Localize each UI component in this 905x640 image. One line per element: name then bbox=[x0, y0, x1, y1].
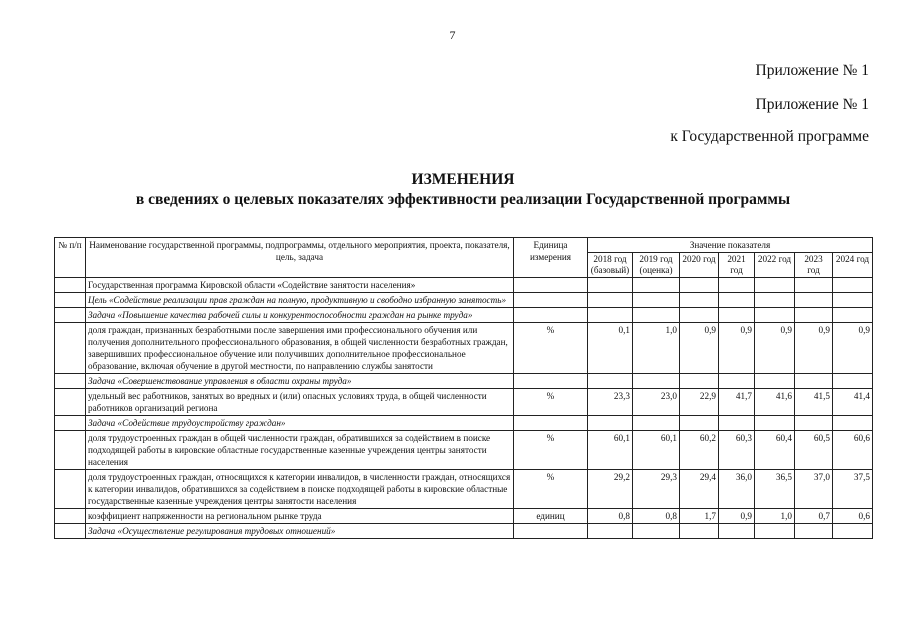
row-value-cell: 22,9 bbox=[680, 389, 719, 416]
row-value-cell bbox=[755, 278, 795, 293]
row-value-cell: 29,4 bbox=[680, 470, 719, 509]
table-row bbox=[55, 374, 873, 389]
row-value-cell bbox=[633, 416, 680, 431]
document-title: ИЗМЕНЕНИЯ bbox=[411, 171, 515, 188]
row-unit-cell: % bbox=[514, 323, 588, 374]
row-value-cell bbox=[719, 308, 755, 323]
header-year: 2022 год bbox=[755, 253, 795, 278]
row-value-cell bbox=[755, 308, 795, 323]
row-unit-cell bbox=[514, 374, 588, 389]
row-value-cell: 0,8 bbox=[633, 509, 680, 524]
row-name-cell: удельный вес работников, занятых во вредных и (или) опасных условиях труда, в общей численности работников организаций региона bbox=[86, 389, 514, 416]
row-value-cell: 41,6 bbox=[755, 389, 795, 416]
row-value-cell: 1,0 bbox=[633, 323, 680, 374]
row-value-cell: 41,7 bbox=[719, 389, 755, 416]
row-name-cell: Задача «Повышение качества рабочей силы и конкурентоспособности граждан на рынке труда» bbox=[86, 308, 514, 323]
row-value-cell: 37,5 bbox=[833, 470, 873, 509]
appendix-line: Приложение № 1 bbox=[755, 96, 869, 113]
row-value-cell bbox=[633, 293, 680, 308]
row-value-cell bbox=[755, 416, 795, 431]
row-num-cell bbox=[55, 416, 86, 431]
row-value-cell bbox=[755, 374, 795, 389]
row-num-cell bbox=[55, 323, 86, 374]
row-unit-cell bbox=[514, 308, 588, 323]
table-row bbox=[55, 431, 873, 470]
row-unit-cell: % bbox=[514, 389, 588, 416]
header-values-group: Значение показателя bbox=[588, 238, 873, 253]
row-value-cell bbox=[719, 416, 755, 431]
row-value-cell: 60,6 bbox=[833, 431, 873, 470]
row-value-cell bbox=[833, 278, 873, 293]
row-value-cell bbox=[833, 524, 873, 539]
row-value-cell bbox=[588, 524, 633, 539]
row-value-cell bbox=[588, 293, 633, 308]
row-value-cell: 23,0 bbox=[633, 389, 680, 416]
table-body bbox=[55, 278, 873, 539]
header-num: № п/п bbox=[55, 238, 86, 278]
row-name-cell: доля граждан, признанных безработными после завершения ими профессионального обучения или получения дополнительного профессионального образования, в общей численности безработных граждан, завершивших профессиональное обучение или получивших дополнительное профессиональное образование, включая обучение в другой местности, по направлению службы занятости bbox=[86, 323, 514, 374]
row-name-cell: Государственная программа Кировской области «Содействие занятости населения» bbox=[86, 278, 514, 293]
row-unit-cell: % bbox=[514, 431, 588, 470]
row-value-cell: 0,9 bbox=[795, 323, 833, 374]
row-value-cell bbox=[833, 293, 873, 308]
row-unit-cell bbox=[514, 293, 588, 308]
row-value-cell bbox=[680, 278, 719, 293]
row-value-cell bbox=[795, 374, 833, 389]
row-value-cell: 41,5 bbox=[795, 389, 833, 416]
row-value-cell: 60,1 bbox=[588, 431, 633, 470]
row-value-cell bbox=[795, 524, 833, 539]
table-row bbox=[55, 323, 873, 374]
row-value-cell: 29,2 bbox=[588, 470, 633, 509]
row-value-cell bbox=[588, 308, 633, 323]
row-name-cell: Задача «Осуществление регулирования трудовых отношений» bbox=[86, 524, 514, 539]
row-name-cell: коэффициент напряженности на региональном рынке труда bbox=[86, 509, 514, 524]
row-value-cell bbox=[680, 416, 719, 431]
indicators-table bbox=[54, 237, 873, 539]
row-value-cell: 36,0 bbox=[719, 470, 755, 509]
row-value-cell: 41,4 bbox=[833, 389, 873, 416]
header-year: 2021 год bbox=[719, 253, 755, 278]
row-value-cell: 0,7 bbox=[795, 509, 833, 524]
row-value-cell bbox=[633, 524, 680, 539]
row-value-cell bbox=[680, 308, 719, 323]
row-num-cell bbox=[55, 431, 86, 470]
row-value-cell: 60,2 bbox=[680, 431, 719, 470]
document-subtitle: в сведениях о целевых показателях эффективности реализации Государственной программы bbox=[135, 191, 791, 208]
header-year: 2018 год (базовый) bbox=[588, 253, 633, 278]
row-value-cell: 1,0 bbox=[755, 509, 795, 524]
header-year: 2023 год bbox=[795, 253, 833, 278]
row-unit-cell: единиц bbox=[514, 509, 588, 524]
table-row bbox=[55, 416, 873, 431]
row-value-cell bbox=[588, 416, 633, 431]
table-row bbox=[55, 524, 873, 539]
row-value-cell: 0,9 bbox=[719, 323, 755, 374]
row-value-cell bbox=[795, 416, 833, 431]
row-value-cell: 60,5 bbox=[795, 431, 833, 470]
table-row bbox=[55, 470, 873, 509]
row-value-cell: 0,9 bbox=[755, 323, 795, 374]
appendix-line: к Государственной программе bbox=[670, 128, 869, 145]
table-row bbox=[55, 308, 873, 323]
row-name-cell: Задача «Совершенствование управления в области охраны труда» bbox=[86, 374, 514, 389]
row-value-cell: 37,0 bbox=[795, 470, 833, 509]
row-value-cell: 36,5 bbox=[755, 470, 795, 509]
row-name-cell: Цель «Содействие реализации прав граждан на полную, продуктивную и свободно избранную занятость» bbox=[86, 293, 514, 308]
row-value-cell bbox=[795, 278, 833, 293]
row-value-cell: 60,1 bbox=[633, 431, 680, 470]
row-value-cell: 29,3 bbox=[633, 470, 680, 509]
row-value-cell: 0,6 bbox=[833, 509, 873, 524]
row-value-cell bbox=[588, 374, 633, 389]
row-value-cell: 0,9 bbox=[680, 323, 719, 374]
row-num-cell bbox=[55, 278, 86, 293]
row-value-cell bbox=[719, 293, 755, 308]
row-value-cell: 0,9 bbox=[719, 509, 755, 524]
table-row bbox=[55, 509, 873, 524]
row-value-cell bbox=[719, 374, 755, 389]
row-unit-cell bbox=[514, 278, 588, 293]
header-year: 2024 год bbox=[833, 253, 873, 278]
table-row bbox=[55, 278, 873, 293]
row-value-cell bbox=[719, 524, 755, 539]
row-value-cell bbox=[680, 293, 719, 308]
row-name-cell: доля трудоустроенных граждан, относящихся к категории инвалидов, в численности граждан, относящихся к категории инвалидов, обратившихся за содействием в поиске подходящей работы в кировские областные государственные казенные учреждения центры занятости населения bbox=[86, 470, 514, 509]
row-value-cell bbox=[633, 308, 680, 323]
row-name-cell: доля трудоустроенных граждан в общей численности граждан, обратившихся за содействием в поиске подходящей работы в кировские областные государственные казенные учреждения центры занятости населения bbox=[86, 431, 514, 470]
row-value-cell bbox=[633, 278, 680, 293]
row-value-cell bbox=[588, 278, 633, 293]
row-value-cell bbox=[755, 293, 795, 308]
row-value-cell bbox=[755, 524, 795, 539]
row-value-cell: 0,1 bbox=[588, 323, 633, 374]
row-unit-cell bbox=[514, 524, 588, 539]
row-num-cell bbox=[55, 293, 86, 308]
row-unit-cell: % bbox=[514, 470, 588, 509]
row-value-cell: 60,3 bbox=[719, 431, 755, 470]
table-row bbox=[55, 293, 873, 308]
page-number: 7 bbox=[449, 28, 456, 42]
header-year: 2019 год (оценка) bbox=[633, 253, 680, 278]
row-value-cell bbox=[680, 524, 719, 539]
row-unit-cell bbox=[514, 416, 588, 431]
row-value-cell: 60,4 bbox=[755, 431, 795, 470]
row-value-cell bbox=[795, 308, 833, 323]
row-value-cell: 0,8 bbox=[588, 509, 633, 524]
row-value-cell bbox=[833, 416, 873, 431]
row-name-cell: Задача «Содействие трудоустройству граждан» bbox=[86, 416, 514, 431]
row-value-cell bbox=[719, 278, 755, 293]
row-value-cell: 1,7 bbox=[680, 509, 719, 524]
row-num-cell bbox=[55, 389, 86, 416]
row-num-cell bbox=[55, 509, 86, 524]
row-value-cell bbox=[833, 308, 873, 323]
header-name: Наименование государственной программы, подпрограммы, отдельного мероприятия, проекта, показателя, цель, задача bbox=[86, 238, 514, 278]
header-year: 2020 год bbox=[680, 253, 719, 278]
header-unit: Единица измерения bbox=[514, 238, 588, 278]
row-value-cell bbox=[795, 293, 833, 308]
row-value-cell: 23,3 bbox=[588, 389, 633, 416]
row-value-cell: 0,9 bbox=[833, 323, 873, 374]
row-num-cell bbox=[55, 470, 86, 509]
row-num-cell bbox=[55, 524, 86, 539]
appendix-line: Приложение № 1 bbox=[755, 62, 869, 79]
row-value-cell bbox=[680, 374, 719, 389]
row-value-cell bbox=[633, 374, 680, 389]
row-value-cell bbox=[833, 374, 873, 389]
table-row bbox=[55, 389, 873, 416]
row-num-cell bbox=[55, 308, 86, 323]
row-num-cell bbox=[55, 374, 86, 389]
